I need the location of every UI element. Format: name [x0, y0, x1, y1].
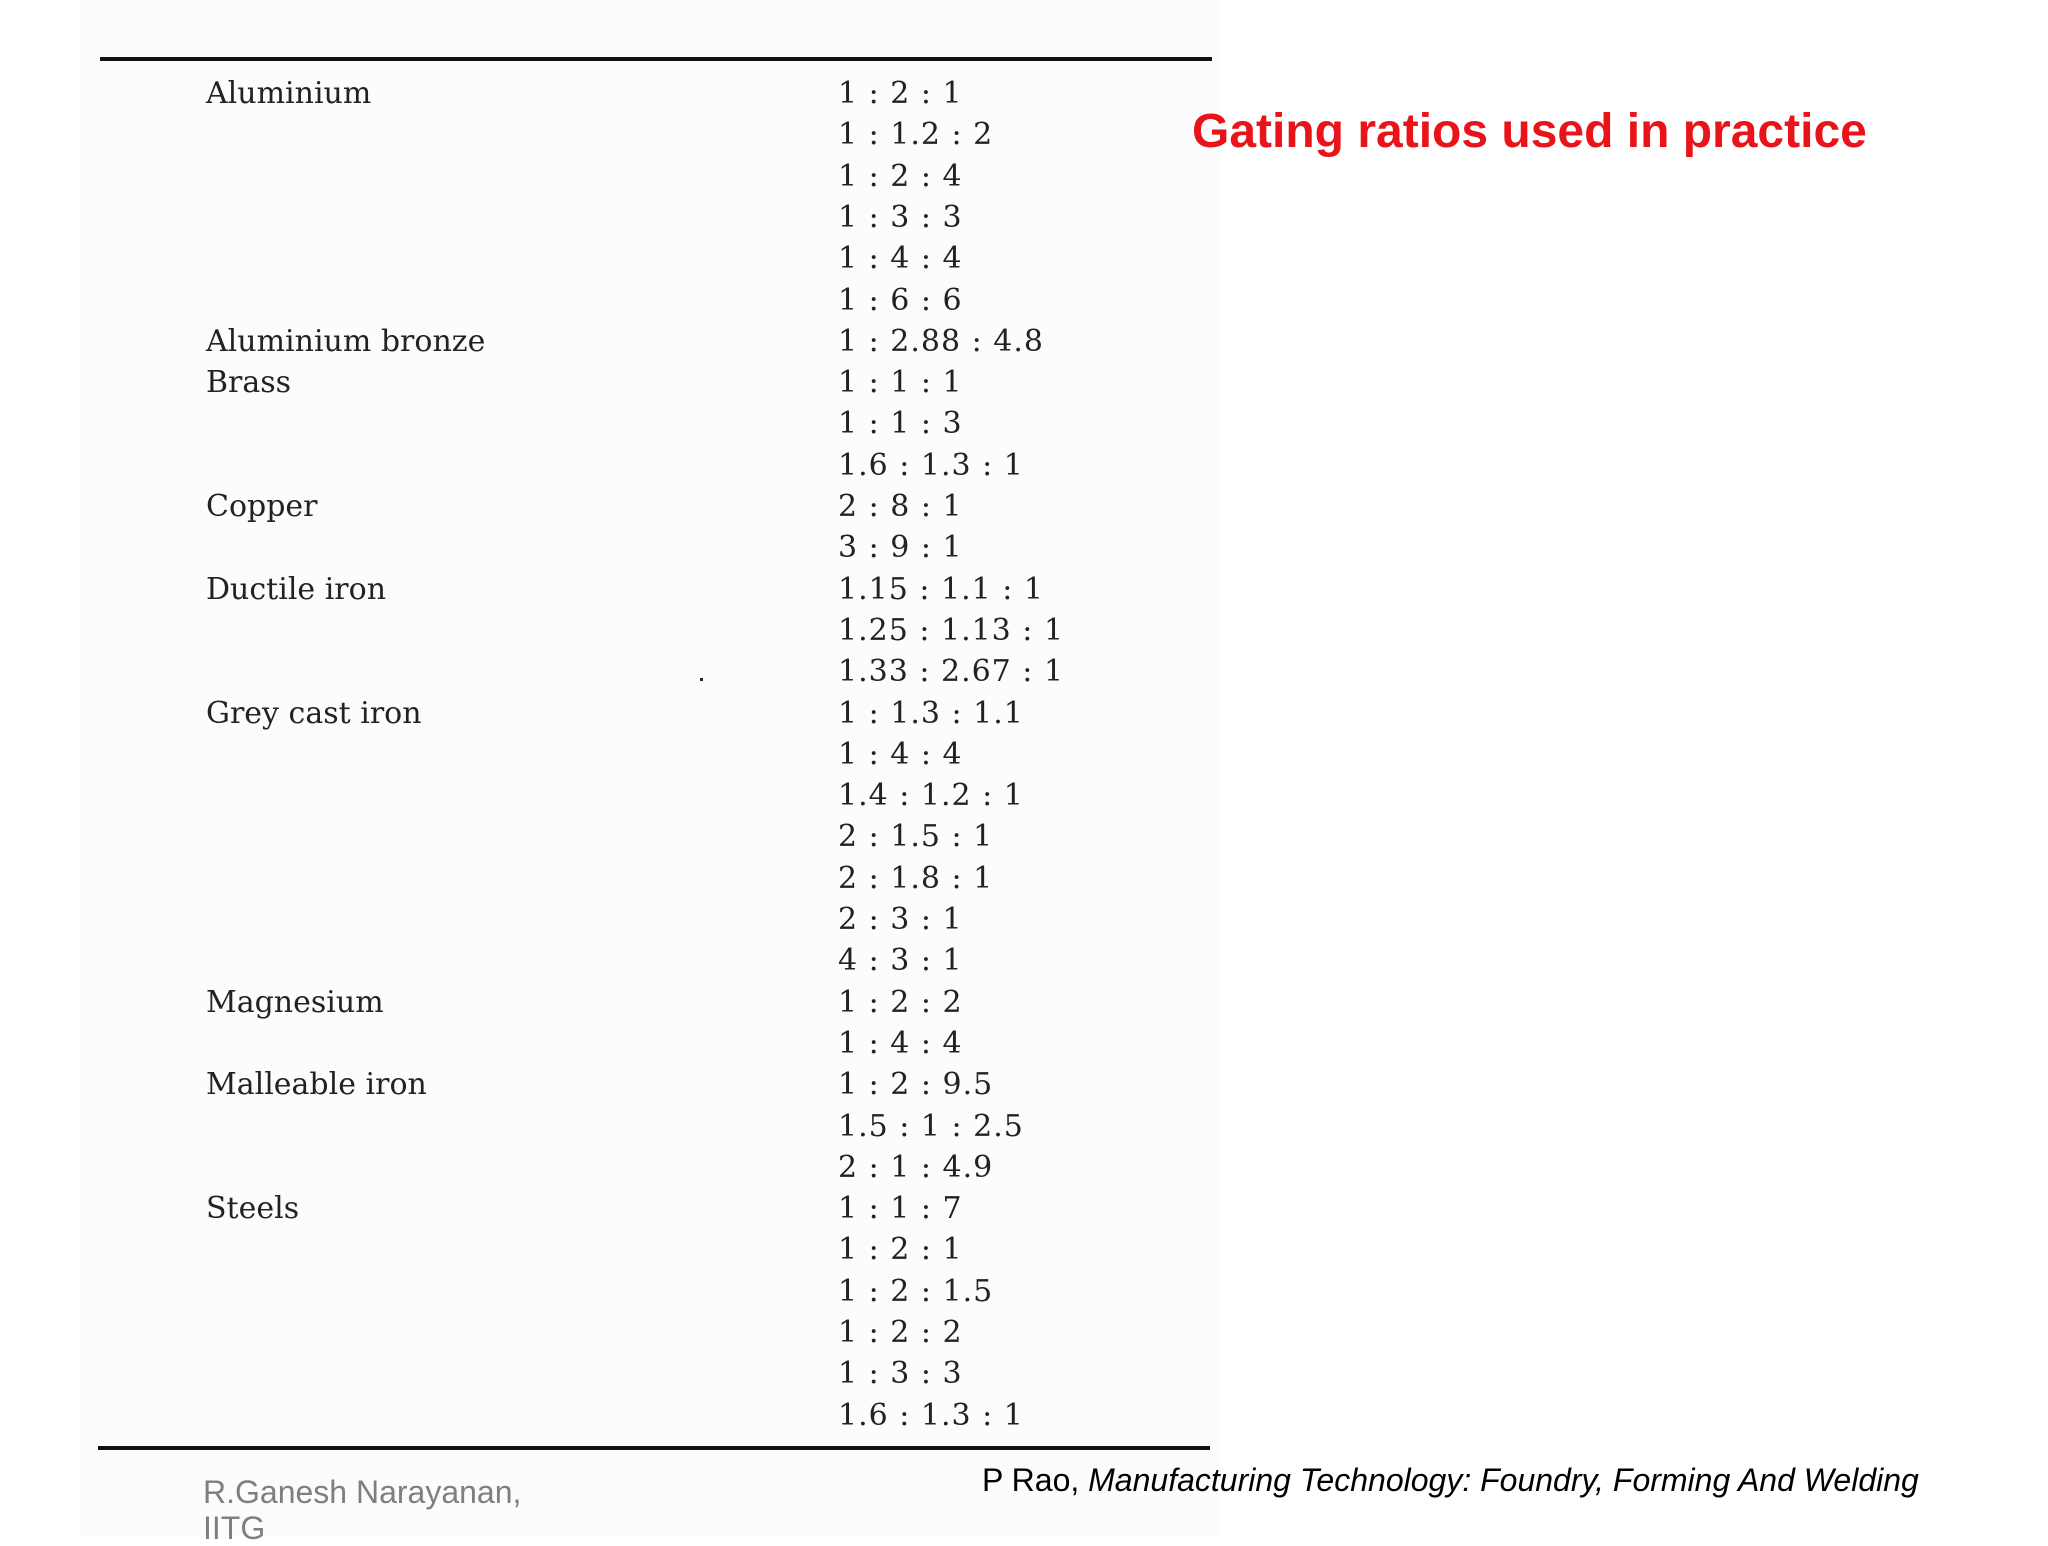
table-row: [0, 1106, 1200, 1148]
gating-ratio: 1 : 4 : 4: [838, 241, 963, 277]
table-row: [0, 1271, 1200, 1313]
material-name: Aluminium: [206, 76, 372, 111]
material-name: Magnesium: [206, 984, 384, 1020]
gating-ratio: 2 : 1.5 : 1: [838, 819, 994, 855]
gating-ratio: 2 : 3 : 1: [838, 902, 963, 937]
material-name: Grey cast iron: [206, 695, 422, 731]
gating-ratio: 1 : 1 : 1: [838, 365, 963, 401]
gating-ratio: 1.6 : 1.3 : 1: [838, 447, 1024, 483]
table-row: [0, 569, 1200, 611]
table-row: [0, 321, 1200, 363]
gating-ratio: 1.33 : 2.67 : 1: [838, 654, 1065, 690]
gating-ratio: 2 : 8 : 1: [838, 489, 963, 524]
citation-author: P Rao,: [982, 1462, 1089, 1498]
table-row: [0, 610, 1200, 652]
table-row: [0, 1064, 1200, 1106]
table-row: [0, 693, 1200, 735]
material-name: Ductile iron: [206, 571, 387, 607]
gating-ratio: 2 : 1.8 : 1: [838, 860, 994, 896]
author-credit: [203, 1474, 521, 1546]
table-row: [0, 73, 1200, 115]
table-row: [0, 651, 1200, 693]
gating-ratio: 1 : 2 : 2: [838, 1315, 963, 1350]
gating-ratio: 1 : 1.3 : 1.1: [838, 695, 1024, 731]
table-row: [0, 156, 1200, 198]
material-name: Steels: [206, 1191, 300, 1227]
gating-ratio: 1.4 : 1.2 : 1: [838, 778, 1024, 814]
gating-ratio: 1.5 : 1 : 2.5: [838, 1108, 1024, 1144]
table-row: [0, 1023, 1200, 1065]
gating-ratio: 1 : 4 : 4: [838, 1025, 963, 1061]
gating-ratio: 1 : 2 : 4: [838, 158, 963, 194]
gating-ratio: 1 : 1.2 : 2: [838, 117, 994, 153]
table-row: [0, 940, 1200, 982]
gating-ratio: 1 : 3 : 3: [838, 199, 963, 235]
table-row: [0, 816, 1200, 858]
table-row: [0, 1312, 1200, 1354]
author-name: R.Ganesh Narayanan,: [203, 1474, 522, 1510]
table-row: [0, 1395, 1200, 1437]
gating-ratio: 1 : 2 : 2: [838, 984, 963, 1020]
gating-ratio: 1 : 2 : 9.5: [838, 1067, 994, 1103]
source-citation: [982, 1462, 1919, 1498]
gating-ratio: 1 : 3 : 3: [838, 1356, 963, 1392]
gating-ratio: 1 : 2.88 : 4.8: [838, 323, 1044, 359]
table-row: [0, 734, 1200, 776]
material-name: Malleable iron: [206, 1067, 427, 1103]
citation-book-title: Manufacturing Technology: Foundry, Forming And Welding: [1088, 1462, 1919, 1498]
gating-ratio: 1.6 : 1.3 : 1: [838, 1397, 1024, 1433]
table-row: [0, 982, 1200, 1024]
gating-ratio: 1 : 2 : 1: [838, 76, 963, 111]
table-row: [0, 280, 1200, 322]
gating-ratio: 1 : 2 : 1.5: [838, 1273, 994, 1309]
material-name: Copper: [206, 489, 318, 524]
table-row: [0, 1188, 1200, 1230]
gating-ratio: 1 : 1 : 7: [838, 1191, 963, 1227]
gating-ratio: 4 : 3 : 1: [838, 943, 963, 979]
table-row: [0, 197, 1200, 239]
table-row: [0, 527, 1200, 569]
gating-ratio: 1 : 6 : 6: [838, 282, 963, 318]
table-row: [0, 445, 1200, 487]
table-top-rule: [100, 57, 1212, 61]
table-row: [0, 858, 1200, 900]
gating-ratio: 1.25 : 1.13 : 1: [838, 612, 1065, 648]
author-institute: IITG: [203, 1510, 266, 1546]
table-row: [0, 1229, 1200, 1271]
table-row: [0, 362, 1200, 404]
gating-ratio: 1 : 4 : 4: [838, 736, 963, 772]
table-row: [0, 1147, 1200, 1189]
table-row: [0, 238, 1200, 280]
table-row: [0, 403, 1200, 445]
gating-ratio: 1 : 1 : 3: [838, 406, 963, 442]
table-row: [0, 775, 1200, 817]
table-row: [0, 486, 1200, 528]
slide-title: Gating ratios used in practice: [1192, 105, 1867, 158]
material-name: Brass: [206, 365, 292, 401]
table-bottom-rule: [98, 1446, 1210, 1450]
table-row: [0, 899, 1200, 941]
material-name: Aluminium bronze: [206, 323, 486, 359]
gating-ratio: 1.15 : 1.1 : 1: [838, 571, 1044, 607]
table-row: [0, 114, 1200, 156]
gating-ratio: 2 : 1 : 4.9: [838, 1149, 994, 1185]
table-row: [0, 1353, 1200, 1395]
gating-ratio: 1 : 2 : 1: [838, 1232, 963, 1268]
gating-ratio: 3 : 9 : 1: [838, 530, 963, 566]
